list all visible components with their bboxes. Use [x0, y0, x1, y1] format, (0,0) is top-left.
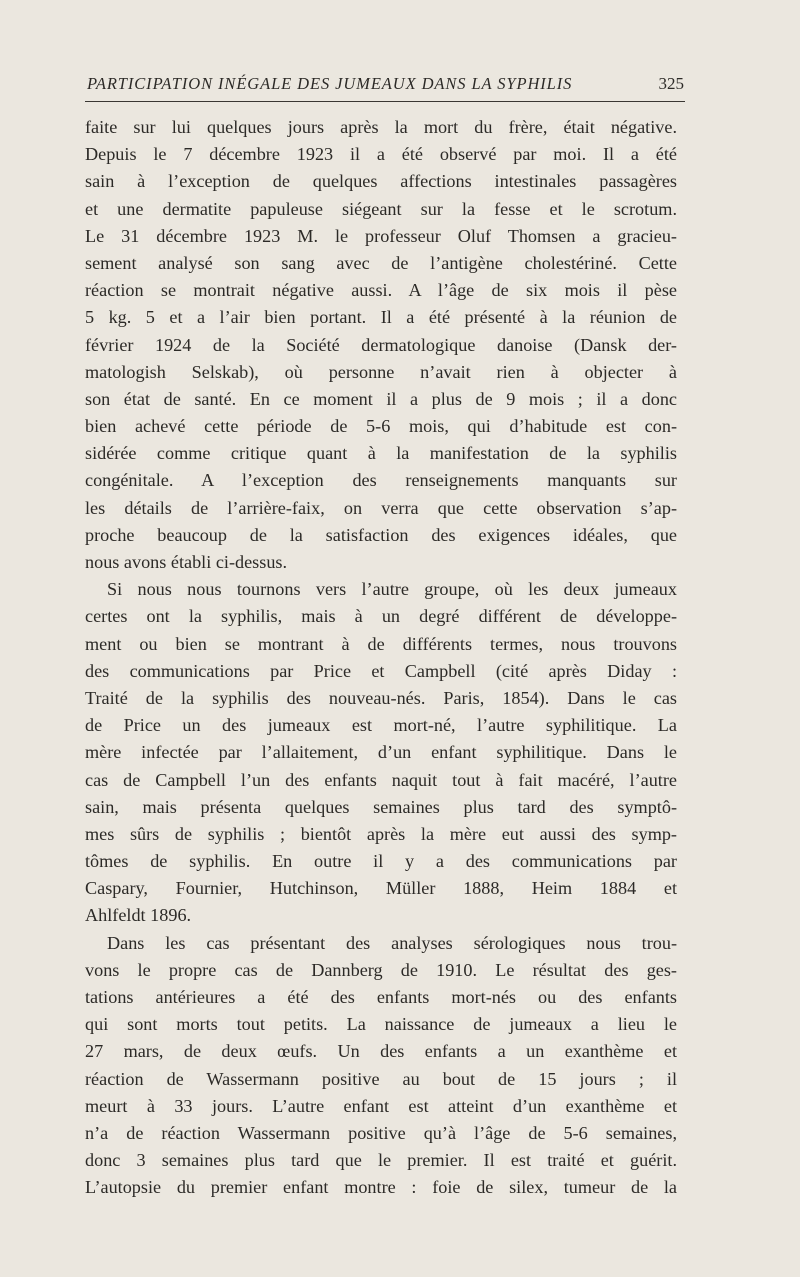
text-line: des communications par Price et Campbell (cité après Diday : [85, 660, 677, 681]
text-line: mes sûrs de syphilis ; bientôt après la mère eut aussi des symp- [85, 823, 677, 844]
text-line: et une dermatite papuleuse siégeant sur la fesse et le scrotum. [85, 198, 677, 219]
text-line: donc 3 semaines plus tard que le premier. Il est traité et guérit. [85, 1150, 677, 1171]
text-line: cas de Campbell l’un des enfants naquit tout à fait macéré, l’autre [85, 769, 677, 790]
text-line: bien achevé cette période de 5-6 mois, qui d’habitude est con- [85, 416, 677, 437]
text-line: Si nous nous tournons vers l’autre groupe, où les deux jumeaux [107, 579, 677, 600]
text-line: Dans les cas présentant des analyses sérologiques nous trou- [107, 932, 677, 953]
text-line: Traité de la syphilis des nouveau-nés. Paris, 1854). Dans le cas [85, 687, 677, 708]
text-line: L’autopsie du premier enfant montre : foie de silex, tumeur de la [85, 1177, 677, 1198]
text-line: matologish Selskab), où personne n’avait rien à objecter à [85, 361, 677, 382]
header-rule [85, 101, 685, 102]
text-line: congénitale. A l’exception des renseignements manquants sur [85, 470, 677, 491]
text-line: les détails de l’arrière-faix, on verra que cette observation s’ap- [85, 497, 677, 518]
text-line: proche beaucoup de la satisfaction des exigences idéales, que [85, 524, 677, 545]
text-line: Le 31 décembre 1923 M. le professeur Oluf Thomsen a gracieu- [85, 225, 677, 246]
body-text [85, 114, 677, 1202]
text-line: réaction se montrait négative aussi. A l’âge de six mois il pèse [85, 280, 677, 301]
text-line: tômes de syphilis. En outre il y a des communications par [85, 851, 677, 872]
text-line: son état de santé. En ce moment il a plus de 9 mois ; il a donc [85, 388, 677, 409]
text-line: mère infectée par l’allaitement, d’un enfant syphilitique. Dans le [85, 742, 677, 763]
text-line: 5 kg. 5 et a l’air bien portant. Il a été présenté à la réunion de [85, 307, 677, 328]
text-line: ment ou bien se montrant à de différents termes, nous trouvons [85, 633, 677, 654]
text-line: 27 mars, de deux œufs. Un des enfants a un exanthème et [85, 1041, 677, 1062]
text-line: meurt à 33 jours. L’autre enfant est atteint d’un exanthème et [85, 1095, 677, 1116]
text-line: sidérée comme critique quant à la manifestation de la syphilis [85, 443, 677, 464]
text-line: février 1924 de la Société dermatologique danoise (Dansk der- [85, 334, 677, 355]
running-title: PARTICIPATION INÉGALE DES JUMEAUX DANS LA SYPHILIS [87, 74, 573, 93]
text-line: nous avons établi ci-dessus. [85, 552, 288, 572]
text-line: sain, mais présenta quelques semaines plus tard des symptô- [85, 796, 677, 817]
text-line: n’a de réaction Wassermann positive qu’à l’âge de 5-6 semaines, [85, 1122, 677, 1143]
text-line: Ahlfeldt 1896. [85, 905, 192, 926]
text-line: sain à l’exception de quelques affections intestinales passagères [85, 171, 677, 192]
text-line: Caspary, Fournier, Hutchinson, Müller 1888, Heim 1884 et [85, 878, 677, 899]
text-line: sement analysé son sang avec de l’antigène cholestériné. Cette [85, 252, 677, 273]
text-line: faite sur lui quelques jours après la mort du frère, était négative. [85, 117, 677, 137]
text-line: tations antérieures a été des enfants mort-nés ou des enfants [85, 987, 677, 1007]
text-line: certes ont la syphilis, mais à un degré différent de développe- [85, 606, 677, 627]
text-line: de Price un des jumeaux est mort-né, l’autre syphilitique. La [85, 715, 677, 736]
text-line: vons le propre cas de Dannberg de 1910. Le résultat des ges- [85, 959, 677, 980]
page-number: 325 [658, 74, 684, 93]
text-line: Depuis le 7 décembre 1923 il a été observé par moi. Il a été [85, 144, 677, 165]
text-line: qui sont morts tout petits. La naissance de jumeaux a lieu le [85, 1014, 677, 1035]
text-line: réaction de Wassermann positive au bout de 15 jours ; il [85, 1068, 677, 1089]
page-header [87, 74, 687, 98]
